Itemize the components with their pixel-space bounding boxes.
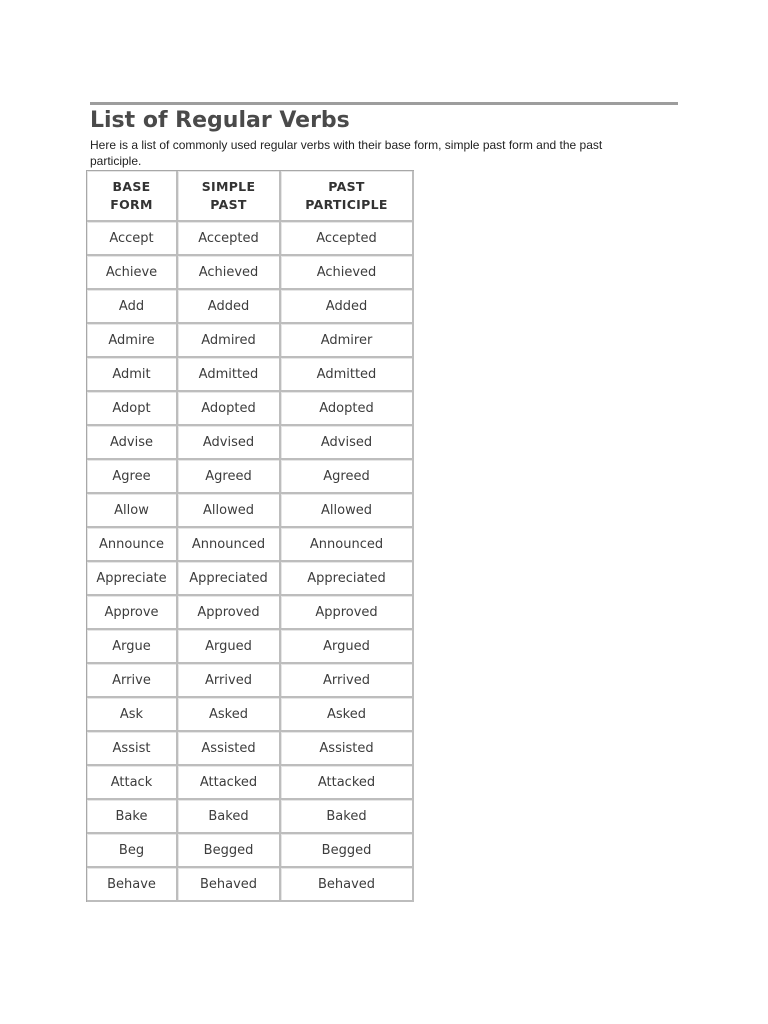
simple-past-cell: Assisted <box>178 732 281 766</box>
table-row <box>87 664 414 698</box>
simple-past-cell: Accepted <box>178 222 281 256</box>
past-participle-cell: Admitted <box>281 358 414 392</box>
past-participle-cell: Agreed <box>281 460 414 494</box>
base-form-cell: Bake <box>87 800 178 834</box>
simple-past-cell: Attacked <box>178 766 281 800</box>
verb-table <box>86 170 414 902</box>
header-base-form <box>87 171 178 222</box>
table-row <box>87 392 414 426</box>
past-participle-cell: Approved <box>281 596 414 630</box>
past-participle-cell: Arrived <box>281 664 414 698</box>
header-label-line: PAST <box>210 196 247 212</box>
base-form-cell: Admit <box>87 358 178 392</box>
table-row <box>87 256 414 290</box>
base-form-cell: Attack <box>87 766 178 800</box>
simple-past-cell: Approved <box>178 596 281 630</box>
table-row <box>87 324 414 358</box>
base-form-cell: Adopt <box>87 392 178 426</box>
intro-text: Here is a list of commonly used regular verbs with their base form, simple past form and the past participle. <box>90 138 603 168</box>
simple-past-cell: Appreciated <box>178 562 281 596</box>
simple-past-cell: Admired <box>178 324 281 358</box>
simple-past-cell: Asked <box>178 698 281 732</box>
table-header-row <box>87 171 414 222</box>
past-participle-cell: Behaved <box>281 868 414 902</box>
simple-past-cell: Announced <box>178 528 281 562</box>
header-label-line: PARTICIPLE <box>305 196 388 212</box>
table-row <box>87 562 414 596</box>
simple-past-cell: Arrived <box>178 664 281 698</box>
simple-past-cell: Begged <box>178 834 281 868</box>
title-divider <box>90 102 678 105</box>
header-simple-past <box>178 171 281 222</box>
base-form-cell: Achieve <box>87 256 178 290</box>
base-form-cell: Behave <box>87 868 178 902</box>
table-row <box>87 698 414 732</box>
past-participle-cell: Argued <box>281 630 414 664</box>
simple-past-cell: Advised <box>178 426 281 460</box>
simple-past-cell: Admitted <box>178 358 281 392</box>
table-row <box>87 630 414 664</box>
simple-past-cell: Achieved <box>178 256 281 290</box>
base-form-cell: Arrive <box>87 664 178 698</box>
past-participle-cell: Assisted <box>281 732 414 766</box>
base-form-cell: Ask <box>87 698 178 732</box>
base-form-cell: Advise <box>87 426 178 460</box>
table-row <box>87 494 414 528</box>
simple-past-cell: Argued <box>178 630 281 664</box>
simple-past-cell: Adopted <box>178 392 281 426</box>
past-participle-cell: Accepted <box>281 222 414 256</box>
table-row <box>87 460 414 494</box>
past-participle-cell: Adopted <box>281 392 414 426</box>
table-row <box>87 766 414 800</box>
base-form-cell: Announce <box>87 528 178 562</box>
page-title: List of Regular Verbs <box>90 108 350 133</box>
base-form-cell: Beg <box>87 834 178 868</box>
simple-past-cell: Added <box>178 290 281 324</box>
header-label-line: BASE <box>112 178 151 194</box>
past-participle-cell: Appreciated <box>281 562 414 596</box>
simple-past-cell: Behaved <box>178 868 281 902</box>
table-row <box>87 426 414 460</box>
past-participle-cell: Baked <box>281 800 414 834</box>
base-form-cell: Appreciate <box>87 562 178 596</box>
table-row <box>87 596 414 630</box>
base-form-cell: Assist <box>87 732 178 766</box>
base-form-cell: Argue <box>87 630 178 664</box>
table-row <box>87 732 414 766</box>
base-form-cell: Add <box>87 290 178 324</box>
header-label-line: PAST <box>328 178 365 194</box>
base-form-cell: Admire <box>87 324 178 358</box>
past-participle-cell: Allowed <box>281 494 414 528</box>
past-participle-cell: Advised <box>281 426 414 460</box>
simple-past-cell: Baked <box>178 800 281 834</box>
simple-past-cell: Agreed <box>178 460 281 494</box>
base-form-cell: Allow <box>87 494 178 528</box>
base-form-cell: Accept <box>87 222 178 256</box>
table-row <box>87 528 414 562</box>
table-row <box>87 290 414 324</box>
past-participle-cell: Achieved <box>281 256 414 290</box>
base-form-cell: Approve <box>87 596 178 630</box>
header-past-participle <box>281 171 414 222</box>
table-row <box>87 868 414 902</box>
table-row <box>87 800 414 834</box>
table-row <box>87 222 414 256</box>
past-participle-cell: Begged <box>281 834 414 868</box>
past-participle-cell: Asked <box>281 698 414 732</box>
past-participle-cell: Announced <box>281 528 414 562</box>
past-participle-cell: Admirer <box>281 324 414 358</box>
base-form-cell: Agree <box>87 460 178 494</box>
past-participle-cell: Added <box>281 290 414 324</box>
past-participle-cell: Attacked <box>281 766 414 800</box>
header-label-line: FORM <box>110 196 153 212</box>
table-row <box>87 358 414 392</box>
table-row <box>87 834 414 868</box>
header-label-line: SIMPLE <box>201 178 256 194</box>
simple-past-cell: Allowed <box>178 494 281 528</box>
